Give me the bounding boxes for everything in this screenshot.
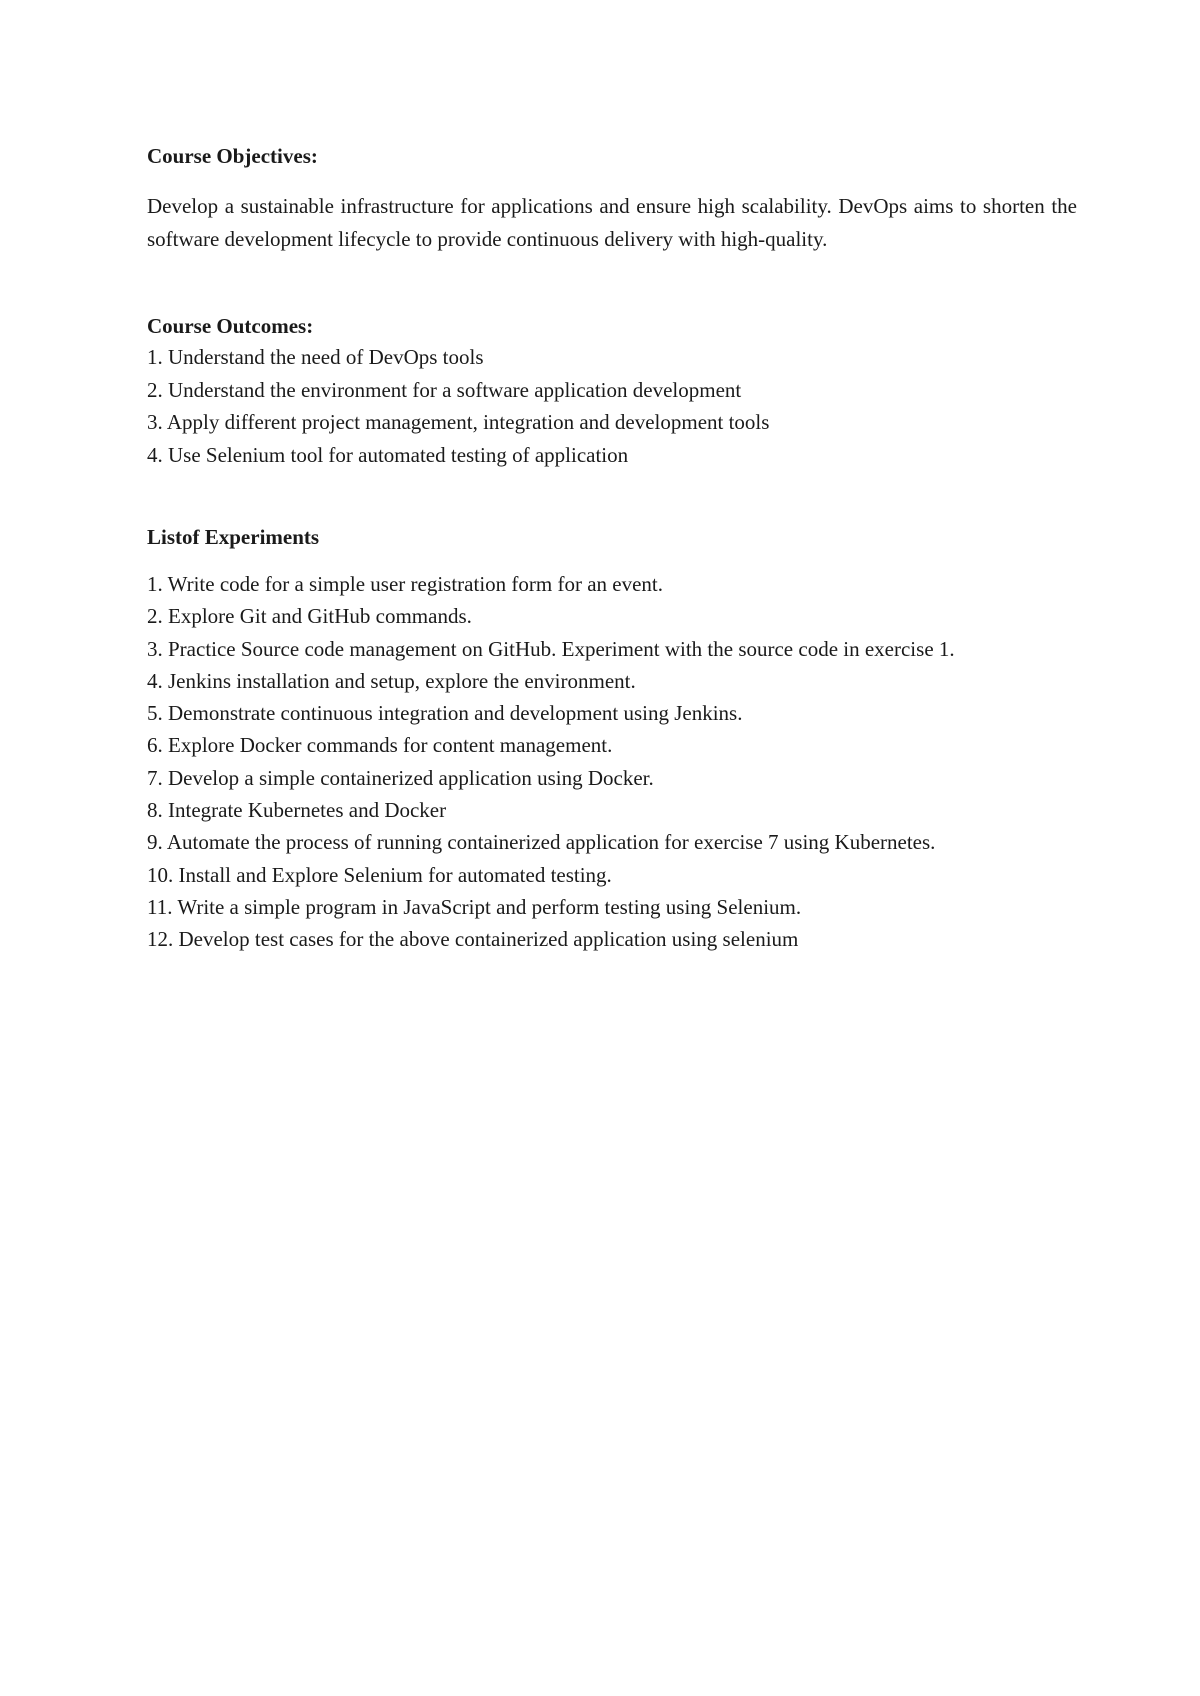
- experiment-item: 4. Jenkins installation and setup, explore the environment.: [147, 668, 636, 693]
- experiment-item: 12. Develop test cases for the above containerized application using selenium: [147, 927, 799, 952]
- outcome-item: 1. Understand the need of DevOps tools: [147, 345, 484, 369]
- experiment-item: 1. Write code for a simple user registration form for an event.: [147, 572, 664, 596]
- course-objectives-text: Develop a sustainable infrastructure for applications and ensure high scalability. DevOps aims to shorten the software development lifecycle to provide continuous delivery with high-quality.: [147, 194, 1077, 251]
- experiment-item: 2. Explore Git and GitHub commands.: [147, 604, 472, 629]
- experiment-item: 6. Explore Docker commands for content management.: [147, 733, 613, 758]
- course-objectives-heading: Course Objectives:: [147, 144, 318, 168]
- experiment-item: 11. Write a simple program in JavaScript and perform testing using Selenium.: [147, 894, 802, 919]
- experiments-list: [147, 568, 1077, 956]
- course-outcomes-heading: Course Outcomes:: [147, 314, 314, 338]
- experiment-item: 9. Automate the process of running containerized application for exercise 7 using Kubernetes.: [147, 830, 936, 855]
- course-outcomes-list: [147, 341, 1077, 471]
- experiment-item: 10. Install and Explore Selenium for automated testing.: [147, 862, 612, 887]
- experiment-item: 8. Integrate Kubernetes and Docker: [147, 798, 447, 823]
- course-outcomes-section: [147, 311, 1077, 471]
- outcome-item: 3. Apply different project management, integration and development tools: [147, 410, 770, 434]
- experiments-heading: Listof Experiments: [147, 525, 320, 549]
- document-page: [147, 142, 1077, 956]
- experiment-item: 3. Practice Source code management on GitHub. Experiment with the source code in exercise 1.: [147, 636, 955, 661]
- outcome-item: 4. Use Selenium tool for automated testing of application: [147, 442, 629, 467]
- course-objectives-section: [147, 142, 1077, 255]
- experiment-item: 5. Demonstrate continuous integration and development using Jenkins.: [147, 701, 743, 726]
- experiment-item: 7. Develop a simple containerized application using Docker.: [147, 765, 654, 790]
- experiments-section: [147, 523, 1077, 956]
- outcome-item: 2. Understand the environment for a software application development: [147, 377, 742, 402]
